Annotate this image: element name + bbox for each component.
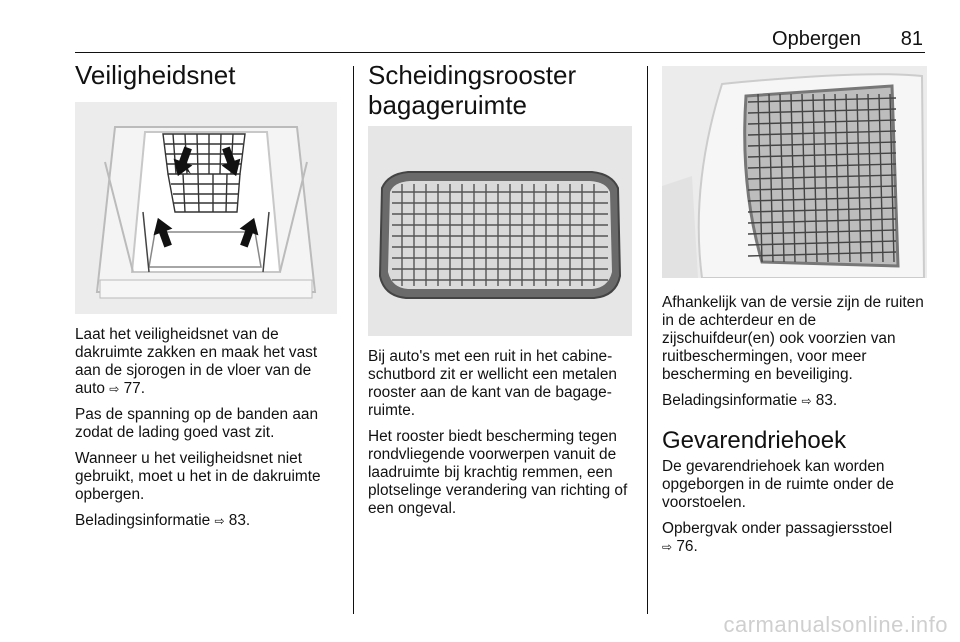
figure-safety-net xyxy=(75,102,337,314)
section-title: Opbergen xyxy=(772,28,861,50)
column-divider-2 xyxy=(647,66,648,614)
paragraph: De gevarendriehoek kan worden opgeborgen in de ruimte onder de voorstoelen. xyxy=(662,458,894,511)
figure-window-guard xyxy=(662,66,927,278)
paragraph: Beladingsinformatie ⇨ 83. xyxy=(75,512,251,529)
heading-gevarendriehoek: Gevarendriehoek xyxy=(662,427,847,454)
heading-veiligheidsnet: Veiligheidsnet xyxy=(75,60,236,90)
column-middle xyxy=(368,60,632,526)
figure-cargo-grille xyxy=(368,126,632,336)
page-reference[interactable]: 83. xyxy=(815,392,838,409)
paragraph: Pas de spanning op de banden aan zodat de lading goed vast zit. xyxy=(75,406,319,441)
cargo-grille-illustration xyxy=(368,126,632,336)
page-reference[interactable]: 83. xyxy=(228,512,251,529)
window-guard-illustration xyxy=(662,66,927,278)
paragraph: Laat het veiligheidsnet van de dakruimte zakken en maak het vast aan de sjorogen in de vloer van de auto ⇨ 77. xyxy=(75,326,318,397)
reference-arrow-icon: ⇨ xyxy=(214,514,225,528)
page-reference[interactable]: 77. xyxy=(123,380,145,397)
paragraph: Opbergvak onder passagiersstoel ⇨ 76. xyxy=(662,520,893,555)
column-left xyxy=(75,60,337,538)
reference-arrow-icon: ⇨ xyxy=(109,382,120,396)
reference-arrow-icon: ⇨ xyxy=(801,394,812,408)
column-right xyxy=(662,60,927,564)
paragraph: Wanneer u het veiligheidsnet niet gebruikt, moet u het in de dakruimte opbergen. xyxy=(75,450,321,503)
heading-scheidingsrooster: Scheidingsrooster bagageruimte xyxy=(368,60,577,120)
paragraph: Het rooster biedt bescherming tegen rondvliegende voorwerpen vanuit de laadruimte bij krachtig remmen, een plotselinge verandering van richting of een ongeval. xyxy=(368,428,628,517)
paragraph: Beladingsinformatie ⇨ 83. xyxy=(662,392,838,409)
header-rule xyxy=(75,52,925,53)
page-reference[interactable]: 76. xyxy=(676,538,698,555)
reference-arrow-icon: ⇨ xyxy=(662,540,673,554)
page-header xyxy=(75,28,925,50)
watermark: carmanualsonline.info xyxy=(723,612,948,637)
column-divider-1 xyxy=(353,66,354,614)
paragraph: Afhankelijk van de versie zijn de ruiten in de achterdeur en de zijschuifdeur(en) ook voorzien van ruitbeschermingen, voor meer bescherming en beveiliging. xyxy=(662,294,924,383)
page-number: 81 xyxy=(900,28,923,50)
safety-net-illustration xyxy=(75,102,337,314)
paragraph: Bij auto's met een ruit in het cabine-schutbord zit er wellicht een metalen rooster aan de kant van de bagage-ruimte. xyxy=(368,348,617,419)
